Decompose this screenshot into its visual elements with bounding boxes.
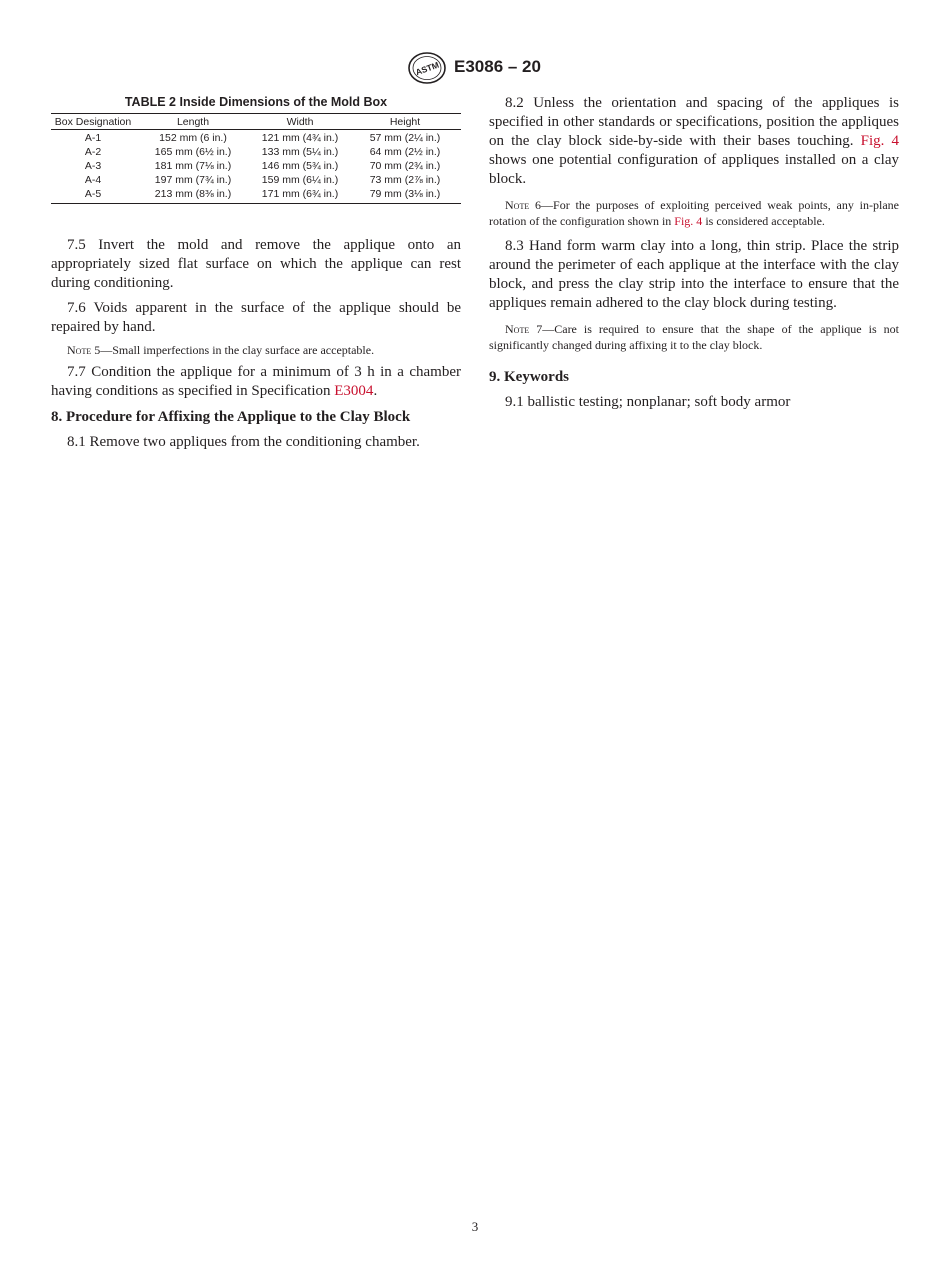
paragraph-text: shows one potential configuration of appliques installed on a clay block. xyxy=(489,152,899,187)
column-header: Width xyxy=(251,114,349,130)
table-cell: A-1 xyxy=(84,132,102,144)
page-header xyxy=(0,52,950,86)
note-text: 5—Small imperfections in the clay surface are acceptable. xyxy=(91,343,375,357)
logo-text: ASTM xyxy=(414,59,441,78)
paragraph-7-6: 7.6 Voids apparent in the surface of the applique should be repaired by hand. xyxy=(51,300,461,335)
table-title: TABLE 2 Inside Dimensions of the Mold Box xyxy=(124,95,388,109)
note-text: 7—Care is required to ensure that the shape of the applique is not significantly changed during affixing it to the clay block. xyxy=(489,322,899,352)
paragraph-8-2 xyxy=(489,94,899,189)
table-cell: 146 mm (5¾ in.) xyxy=(261,160,339,172)
table-cell: 79 mm (3⅛ in.) xyxy=(369,188,441,200)
note-text: 6—For the purposes of exploiting perceived weak points, any in-plane rotation of the configuration shown in xyxy=(489,198,899,228)
table-cell: A-5 xyxy=(84,188,102,200)
table-cell: 64 mm (2½ in.) xyxy=(369,146,441,158)
table-cell: 133 mm (5¼ in.) xyxy=(261,146,339,158)
table-cell: 57 mm (2¼ in.) xyxy=(369,132,441,144)
table-cell: 159 mm (6¼ in.) xyxy=(261,174,339,186)
fig-4-link[interactable]: Fig. 4 xyxy=(674,213,703,228)
table-row xyxy=(51,145,461,159)
note-label: Note xyxy=(67,343,92,357)
paragraph-7-5: 7.5 Invert the mold and remove the applique onto an appropriately sized flat surface on which the applique can rest during conditioning. xyxy=(51,237,461,291)
paragraph-text-end: . xyxy=(373,382,378,399)
table-row xyxy=(51,173,461,187)
column-header: Height xyxy=(349,114,461,130)
document-designation: E3086 – 20 xyxy=(454,57,541,76)
paragraph-8-1: 8.1 Remove two appliques from the conditioning chamber. xyxy=(67,433,420,450)
paragraph-text: 7.7 Condition the applique for a minimum of 3 h in a chamber having conditions as specified in Specification xyxy=(51,363,461,399)
note-6 xyxy=(489,198,899,229)
note-7 xyxy=(489,322,899,353)
table-cell: 181 mm (7⅛ in.) xyxy=(154,160,232,172)
note-label: Note xyxy=(505,198,530,212)
note-text: is considered acceptable. xyxy=(702,213,825,228)
table-row xyxy=(51,130,461,146)
table-cell: 171 mm (6¾ in.) xyxy=(261,188,339,200)
table-header-row xyxy=(51,114,461,130)
dimensions-table xyxy=(51,113,461,204)
paragraph-9-1: 9.1 ballistic testing; nonplanar; soft body armor xyxy=(505,394,791,411)
paragraph-text: 8.2 Unless the orientation and spacing of the appliques is specified in other standards or specifications, position the appliques on the clay block side-by-side with their bases touching. xyxy=(489,95,899,149)
specification-e3004-link[interactable]: E3004 xyxy=(334,382,374,399)
table-cell: 70 mm (2¾ in.) xyxy=(369,160,441,172)
table-cell: 197 mm (7¾ in.) xyxy=(154,174,232,186)
table-cell: 213 mm (8⅜ in.) xyxy=(154,188,232,200)
table-cell: A-3 xyxy=(84,160,102,172)
table-cell: 73 mm (2⅞ in.) xyxy=(369,174,441,186)
column-header: Box Designation xyxy=(51,114,135,130)
section-8-heading: 8. Procedure for Affixing the Applique to the Clay Block xyxy=(51,408,411,425)
table-row xyxy=(51,187,461,204)
right-column xyxy=(489,94,899,412)
table-cell: A-4 xyxy=(84,174,102,186)
table-cell: 152 mm (6 in.) xyxy=(159,132,227,144)
table-cell: 165 mm (6½ in.) xyxy=(154,146,232,158)
note-5 xyxy=(51,343,461,359)
astm-logo xyxy=(408,52,446,84)
fig-4-link[interactable]: Fig. 4 xyxy=(860,133,899,149)
table-row xyxy=(51,159,461,173)
note-label: Note xyxy=(505,322,530,337)
paragraph-7-7 xyxy=(51,363,461,401)
column-header: Length xyxy=(135,114,251,130)
left-column xyxy=(51,94,461,452)
paragraph-8-3: 8.3 Hand form warm clay into a long, thin strip. Place the strip around the perimeter of each applique at the interface with the clay block, and press the clay strip into the interface to ensure that the appliques remain adhered to the clay block during testing. xyxy=(489,238,899,312)
table-cell: A-2 xyxy=(84,146,102,158)
section-9-heading: 9. Keywords xyxy=(489,369,569,386)
table-cell: 121 mm (4¾ in.) xyxy=(261,132,339,144)
page-number: 3 xyxy=(471,1219,479,1234)
